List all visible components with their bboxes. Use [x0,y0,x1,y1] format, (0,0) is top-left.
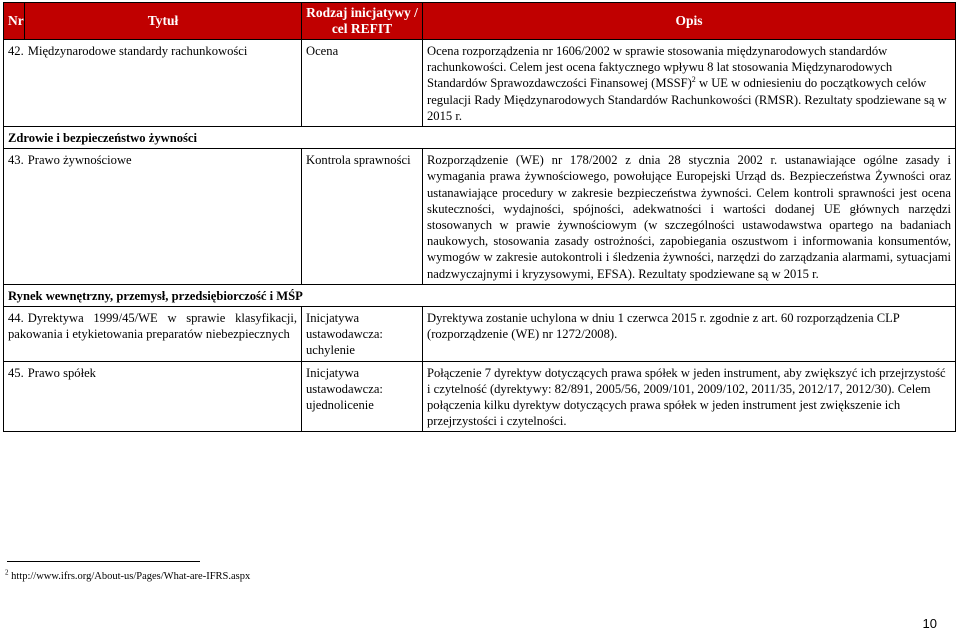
row-description-part: w UE w odniesieniu do początkowych celów regulacji Rady Międzynarodowych Standardów Rachunkowości (RMSR). Rezultaty spodziewane są w 2015 r. [427,76,947,123]
footnote-link[interactable]: http://www.ifrs.org/About-us/Pages/What-are-IFRS.aspx [8,571,251,582]
row-description: Dyrektywa zostanie uchylona w dniu 1 czerwca 2015 r. zgodnie z art. 60 rozporządzenia CLP (rozporządzenie (WE) nr 1272/2008). [423,307,956,362]
header-nr: Nr [4,3,25,40]
row-type: Kontrola sprawności [302,149,423,285]
row-description [423,40,956,127]
row-type: Ocena [302,40,423,127]
section-title: Zdrowie i bezpieczeństwo żywności [4,127,956,149]
footnote-mark: 2 [5,568,9,577]
row-type: Inicjatywa ustawodawcza: uchylenie [302,307,423,362]
row-title: Międzynarodowe standardy rachunkowości [27,44,248,58]
footnote-ref: 2 [691,75,696,85]
header-desc: Opis [423,3,956,40]
row-number: 42. [8,44,24,58]
row-description-part: Ocena rozporządzenia nr 1606/2002 w sprawie stosowania międzynarodowych standardów rachunkowości. Celem jest ocena faktycznego wpływu 8 lat stosowania Międzynarodowych Standardów Sprawozdawczości Finansowej (MSSF) [427,44,893,91]
header-title: Tytuł [25,3,302,40]
row-type: Inicjatywa ustawodawcza: ujednolicenie [302,361,423,432]
table-row [4,307,956,362]
row-number: 44. [8,311,24,326]
section-row [4,127,956,149]
row-44-title-cell [4,307,302,362]
row-title: Prawo żywnościowe [27,153,132,168]
section-row [4,284,956,306]
table-row [4,361,956,432]
row-title: Dyrektywa 1999/45/WE w sprawie klasyfikacji, pakowania i etykietowania preparatów niebezpiecznych [8,311,297,342]
row-42-title-cell [4,40,302,127]
table-header-row [4,3,956,40]
table-row [4,40,956,127]
header-type: Rodzaj inicjatywy / cel REFIT [302,3,423,40]
initiatives-table [3,2,956,432]
row-description: Połączenie 7 dyrektyw dotyczących prawa spółek w jeden instrument, aby zwiększyć ich przejrzystość i czytelność (dyrektywy: 82/891, 2005/56, 2009/101, 2009/102, 2011/35, 2012/17, 2012/30). Celem połączenia kilku dyrektyw dotyczących prawa spółek w jeden instrument jest zwiększenie ich przejrzystości i czytelności. [423,361,956,432]
row-title: Prawo spółek [27,365,96,380]
table-row [4,149,956,285]
row-number: 45. [8,365,24,380]
footnote-separator [7,561,200,562]
page-number: 10 [922,616,937,631]
row-45-title-cell [4,361,302,432]
row-description: Rozporządzenie (WE) nr 178/2002 z dnia 28 stycznia 2002 r. ustanawiające ogólne zasady i wymagania prawa żywnościowego, powołujące Europejski Urząd ds. Bezpieczeństwa Żywności oraz ustanawiające procedury w zakresie bezpieczeństwa żywności. Celem kontroli sprawności jest ocena skuteczności, wydajności, spójności, adekwatności i wartości dodanej UE głównych narzędzi stosowanych w prawie żywnościowym (w szczególności ustawodawstwa opartego na badaniach naukowych, stosowania zasady ostrożności, zapobiegania oszustwom i informowania konsumentów, wymogów w zakresie autokontroli i śledzenia żywności, narzędzi do zarządzania alarmami, sytuacjami nadzwyczajnymi i kryzysowymi, EFSA). Rezultaty spodziewane są w 2015 r. [423,149,956,285]
section-title: Rynek wewnętrzny, przemysł, przedsiębiorczość i MŚP [4,284,956,306]
footnote [5,568,251,582]
row-43-title-cell [4,149,302,285]
row-number: 43. [8,153,24,168]
